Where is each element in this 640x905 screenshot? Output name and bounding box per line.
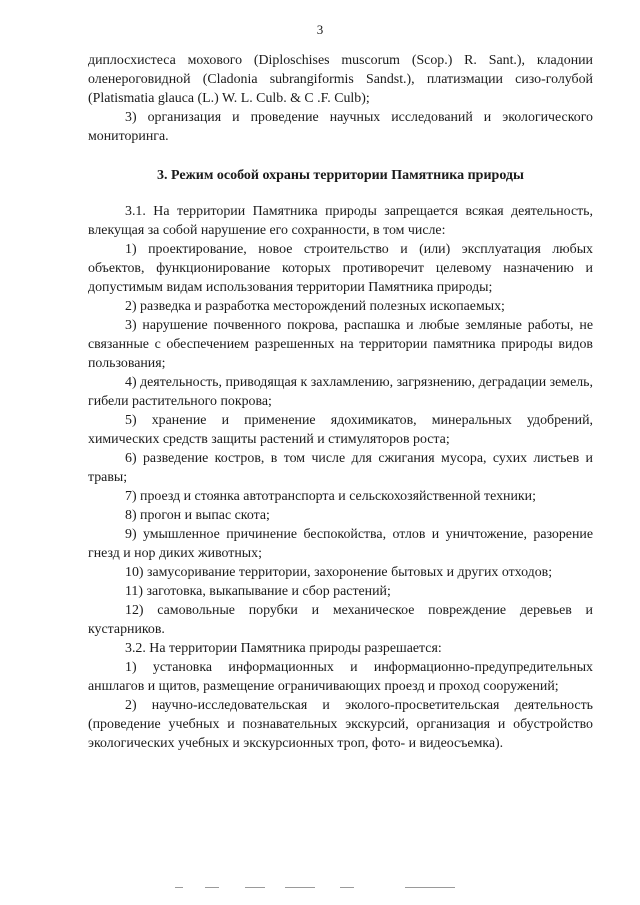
prohibition-item-5: 5) хранение и применение ядохимикатов, минеральных удобрений, химических средств защиты растений и стимуляторов роста; (88, 413, 593, 447)
prohibition-item-1: 1) проектирование, новое строительство и (или) эксплуатация любых объектов, функционирование которых противоречит целевому назначению и допустимым видам использования территории Памятника природы; (88, 242, 593, 295)
prohibition-item-3: 3) нарушение почвенного покрова, распашка и любые земляные работы, не связанные с обеспечением разрешенных на территории памятника природы видов пользования; (88, 318, 593, 371)
permission-item-2: 2) научно-исследовательская и эколого-просветительская деятельность (проведение учебных и познавательных экскурсий, организация и обустройство экологических учебных и экскурсионных троп, фото- и видеосъемка). (88, 698, 593, 751)
prohibition-item-9: 9) умышленное причинение беспокойства, отлов и уничтожение, разорение гнезд и нор диких животных; (88, 527, 593, 561)
document-body (88, 51, 593, 753)
prohibition-item-12: 12) самовольные порубки и механическое повреждение деревьев и кустарников. (88, 603, 593, 637)
clause-3-1-lead: 3.1. На территории Памятника природы запрещается всякая деятельность, влекущая за собой нарушение его сохранности, в том числе: (88, 204, 593, 238)
page-number: 3 (316, 22, 324, 37)
permission-item-1: 1) установка информационных и информационно-предупредительных аншлагов и щитов, размещение ограничивающих проезд и проход сооружений; (88, 660, 593, 694)
clause-3-2-lead: 3.2. На территории Памятника природы разрешается: (125, 641, 442, 656)
prohibition-item-8: 8) прогон и выпас скота; (125, 508, 270, 523)
prohibition-item-7: 7) проезд и стоянка автотранспорта и сельскохозяйственной техники; (125, 489, 536, 504)
prohibition-item-10: 10) замусоривание территории, захоронение бытовых и других отходов; (125, 565, 553, 580)
prohibition-item-2: 2) разведка и разработка месторождений полезных ископаемых; (125, 299, 505, 314)
prohibition-item-4: 4) деятельность, приводящая к захламлению, загрязнению, деградации земель, гибели растительного покрова; (88, 375, 593, 409)
scan-artifact-marks (175, 887, 475, 889)
intro-item-3: 3) организация и проведение научных исследований и экологического мониторинга. (88, 110, 593, 144)
prohibition-item-6: 6) разведение костров, в том числе для сжигания мусора, сухих листьев и травы; (88, 451, 593, 485)
section-heading: 3. Режим особой охраны территории Памятника природы (157, 168, 524, 183)
intro-continuation: диплосхистеса мохового (Diploschises muscorum (Scop.) R. Sant.), кладонии оленероговидной (Cladonia subrangiformis Sandst.), платизмации сизо-голубой (Platismatia glauca (L.) W. L. Culb. & C .F. Culb); (88, 53, 593, 106)
prohibition-item-11: 11) заготовка, выкапывание и сбор растений; (125, 584, 391, 599)
